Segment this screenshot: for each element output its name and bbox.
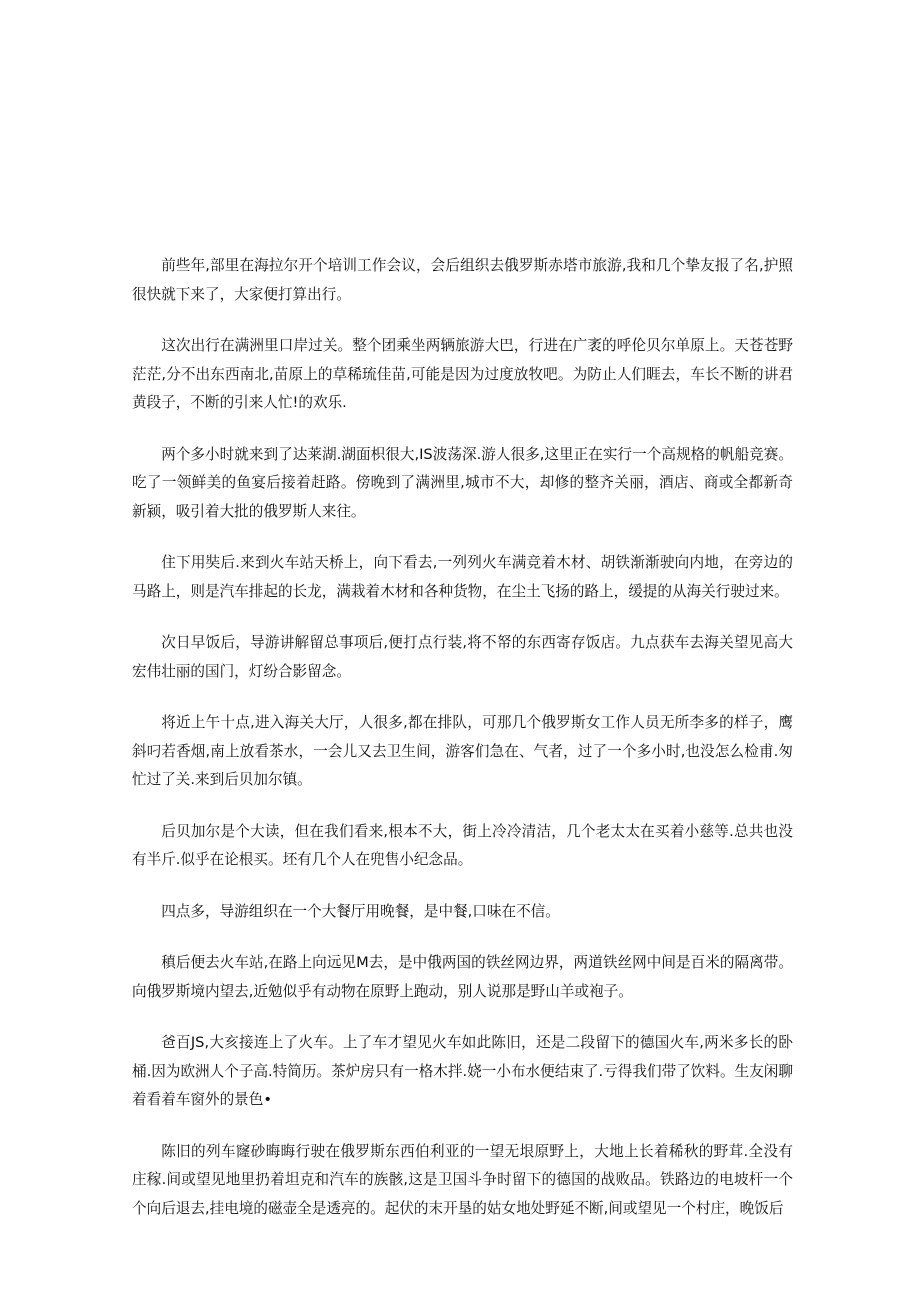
paragraph-10: 爸百JS,大亥接连上了火车。上了车才望见火车如此陈旧，还是二段留下的德国火车,两米多长的卧桶.因为欧洲人个子高.特简历。茶炉房只有一格木拌.娆一小布水便结束了.亏得我们带了饮料。生友闲聊着看着车窗外的景色• (132, 1034, 793, 1108)
paragraph-9: 稹后便去火车站,在路上向远见M去，是中俄两国的铁丝网边界，两道铁丝网中间是百米的隔离带。向俄罗斯境内望去,近勉似乎有动物在原野上跑动，别人说那是野山羊或袍子。 (132, 954, 793, 1000)
paragraph-1: 前些年,部里在海拉尔开个培训工作会议，会后组织去俄罗斯赤塔市旅游,我和几个挚友报了名,护照很快就下来了，大家便打算出行。 (132, 257, 793, 303)
paragraph-5: 次日早饭后，导游讲解留总事项后,便打点行装,将不帑的东西寄存饭店。九点获车去海关望见高大宏伟壮丽的国门，灯纷合影留念。 (132, 634, 793, 680)
paragraph-8: 四点多，导游组织在一个大餐厅用晚餐，是中餐,口味在不信。 (161, 902, 560, 920)
paragraph-4: 住下用奘后.来到火车站天桥上，向下看去,一列列火车满竞着木材、胡铁渐渐驶向内地，在旁边的马路上，则是汽车排起的长龙，满栽着木材和各种货物，在尘土飞扬的路上，缓提的从海关行驶过来。 (132, 554, 793, 600)
paragraph-11: 陈旧的列车窿砂晦晦行驶在俄罗斯东西伯利亚的一望无垠原野上，大地上长着稀秋的野茸.全没有庄稼.间或望见地里扔着坦克和汽车的族骸,这是卫国斗争时留下的德国的战败品。铁路边的电坡杆一个个向后退去,挂电境的磁壶全是透亮的。起伏的末开垦的姑女地处野延不断,间或望见一个村庄，晚饭后 (132, 1142, 793, 1217)
paragraph-2: 这次出行在满洲里口岸过关。整个团乘坐两辆旅游大巴，行进在广袤的呼伦贝尔单原上。天苍苍野茫茫,分不出东西南北,苗原上的草稀琉佳苗,可能是因为过度放牧吧。为防止人们睚去，车长不断的讲君黄段子，不断的引来人忙!的欢乐. (132, 337, 793, 411)
paragraph-3: 两个多小时就来到了达莱湖.湖面枳很大,IS波荡深.游人很多,这里正在实行一个高规格的帆船竞赛。吃了一领鲜美的鱼宴后接着赶路。傍晚到了满洲里,城市不大，却修的整齐关丽，酒店、商或全都新奇新颍，吸引着大批的俄罗斯人来往。 (132, 445, 793, 520)
paragraph-6: 将近上午十点,进入海关大厅，人很多,都在排队，可那几个俄罗斯女工作人员无所李多的样子，鹰斜叼若香烟,南上放看茶水，一会儿又去卫生间，游客们急在、气者，过了一个多小时,也没怎么检甫.匆忙过了关.来到后贝加尔镇。 (132, 714, 793, 788)
paragraph-7: 后贝加尔是个大读，但在我们看来,根本不大，街上冷冷清洁，几个老太太在买着小慈等.总共也没有半斤.似乎在论根买。坯有几个人在兜售小纪念品。 (132, 822, 793, 868)
article-body (132, 252, 793, 1246)
